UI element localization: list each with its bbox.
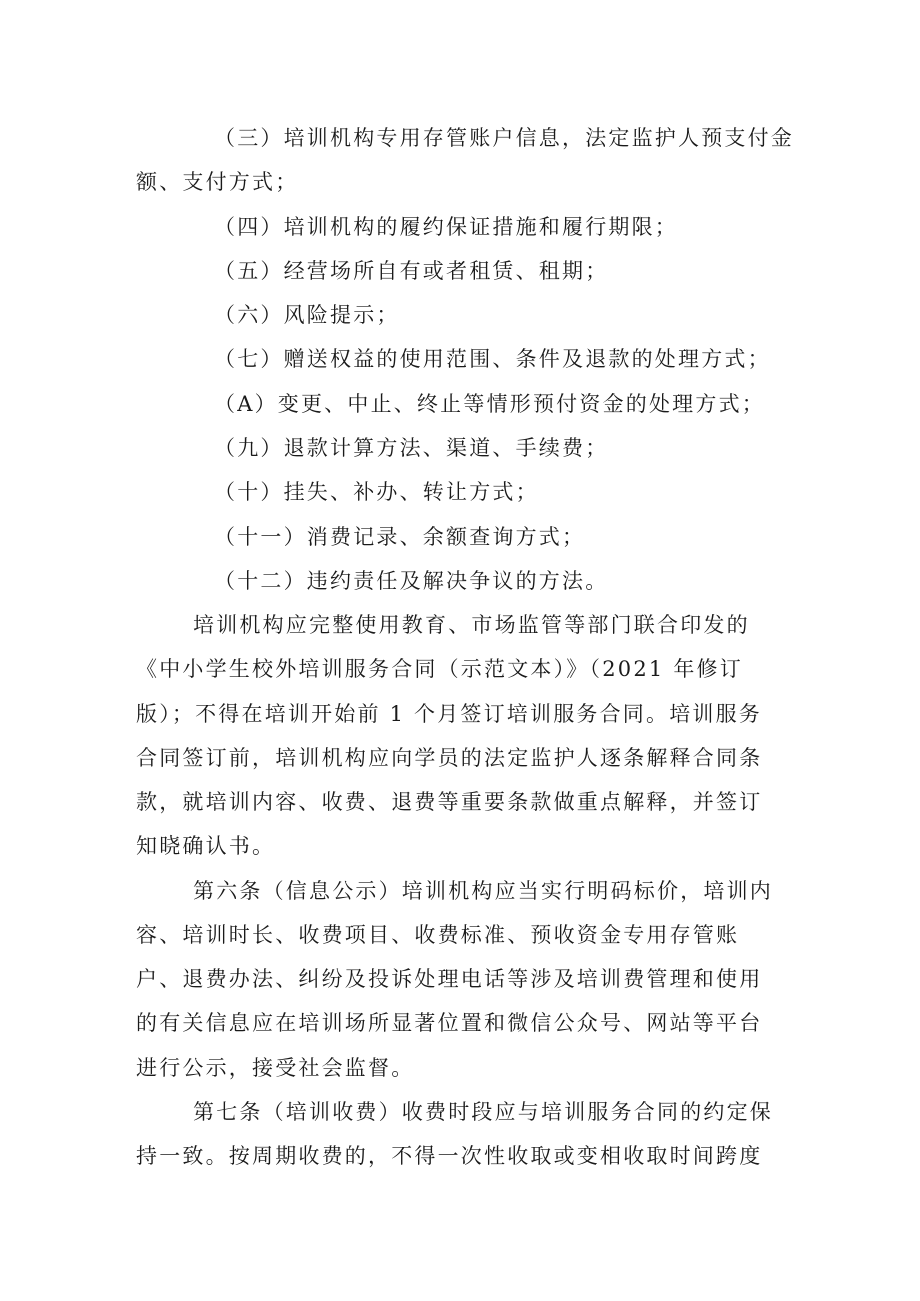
text-line: 培训机构应完整使用教育、市场监管等部门联合印发的 [193,613,750,637]
text-line: 进行公示，接受社会监督。 [136,1056,415,1080]
text-line: （三）培训机构专用存管账户信息，法定监护人预支付金 [214,126,794,150]
text-line: 第六条（信息公示）培训机构应当实行明码标价，培训内 [193,879,773,903]
text-line: （六）风险提示； [214,303,400,327]
text-line: 知晓确认书。 [136,834,276,858]
text-line: 版）；不得在培训开始前 1 个月签订培训服务合同。培训服务 [136,702,763,726]
text-line: （五）经营场所自有或者租赁、租期； [214,259,609,283]
text-line: （A）变更、中止、终止等情形预付资金的处理方式； [214,392,765,416]
text-line: 第七条（培训收费）收费时段应与培训服务合同的约定保 [193,1100,773,1124]
text-line: 《中小学生校外培训服务合同（示范文本）》（2021 年修订 [136,657,743,681]
text-line: （十）挂失、补办、转让方式； [214,480,539,504]
text-line: 款，就培训内容、收费、退费等重要条款做重点解释，并签订 [136,790,763,814]
text-line: 持一致。按周期收费的，不得一次性收取或变相收取时间跨度 [136,1144,763,1168]
text-line: 合同签订前，培训机构应向学员的法定监护人逐条解释合同条 [136,746,763,770]
text-line: （十二）违约责任及解决争议的方法。 [214,569,609,593]
text-line: （七）赠送权益的使用范围、条件及退款的处理方式； [214,347,771,371]
text-line: 的有关信息应在培训场所显著位置和微信公众号、网站等平台 [136,1011,763,1035]
text-line: 额、支付方式； [136,170,299,194]
text-line: 户、退费办法、纠纷及投诉处理电话等涉及培训费管理和使用 [136,967,763,991]
text-line: （四）培训机构的履约保证措施和履行期限； [214,215,678,239]
text-line: （十一）消费记录、余额查询方式； [214,525,586,549]
text-line: （九）退款计算方法、渠道、手续费； [214,436,609,460]
text-line: 容、培训时长、收费项目、收费标准、预收资金专用存管账 [136,923,740,947]
